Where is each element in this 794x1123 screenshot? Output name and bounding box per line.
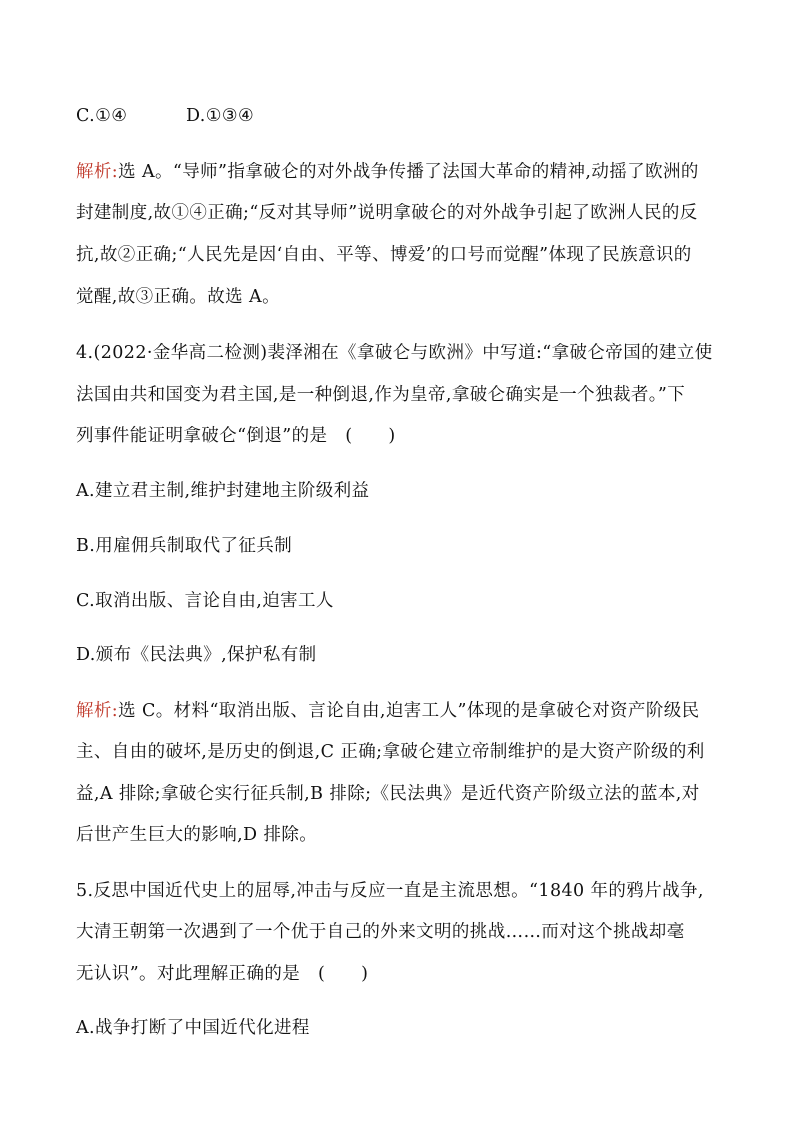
q3-analysis-line-4: 觉醒,故③正确。故选 A。 bbox=[76, 287, 280, 307]
q3-option-c: C.①④ bbox=[76, 106, 128, 126]
q3-analysis-text-1: 选 A。“导师”指拿破仑的对外战争传播了法国大革命的精神,动摇了欧洲的 bbox=[118, 162, 699, 182]
analysis-label: 解析: bbox=[76, 701, 119, 721]
q3-option-d: D.①③④ bbox=[186, 106, 255, 126]
q5-stem-line-2: 大清王朝第一次遇到了一个优于自己的外来文明的挑战……而对这个挑战却毫 bbox=[76, 922, 685, 942]
q3-analysis-line-1 bbox=[76, 160, 699, 184]
q5-stem-line-3: 无认识”。对此理解正确的是 ( ) bbox=[76, 964, 369, 984]
q4-analysis-line-2: 主、自由的破坏,是历史的倒退,C 正确;拿破仑建立帝制维护的是大资产阶级的利 bbox=[76, 742, 705, 762]
q3-analysis-line-2: 封建制度,故①④正确;“反对其导师”说明拿破仑的对外战争引起了欧洲人民的反 bbox=[76, 203, 698, 223]
q4-analysis-line-4: 后世产生巨大的影响,D 排除。 bbox=[76, 825, 318, 845]
q5-option-a: A.战争打断了中国近代化进程 bbox=[76, 1018, 310, 1038]
q4-stem-line-2: 法国由共和国变为君主国,是一种倒退,作为皇帝,拿破仑确实是一个独裁者。”下 bbox=[76, 385, 686, 405]
q4-analysis-text-1: 选 C。材料“取消出版、言论自由,迫害工人”体现的是拿破仑对资产阶级民 bbox=[118, 701, 700, 721]
q5-stem-line-1: 5.反思中国近代史上的屈辱,冲击与反应一直是主流思想。“1840 年的鸦片战争, bbox=[76, 881, 704, 901]
q4-analysis-line-1 bbox=[76, 699, 700, 723]
q4-stem-line-1: 4.(2022·金华高二检测)裴泽湘在《拿破仑与欧洲》中写道:“拿破仑帝国的建立使 bbox=[76, 343, 713, 363]
q3-options-row bbox=[76, 104, 255, 128]
analysis-label: 解析: bbox=[76, 162, 119, 182]
q4-option-d: D.颁布《民法典》,保护私有制 bbox=[76, 645, 317, 665]
q4-option-c: C.取消出版、言论自由,迫害工人 bbox=[76, 591, 334, 611]
q3-analysis-line-3: 抗,故②正确;“人民先是因‘自由、平等、博爱’的口号而觉醒”体现了民族意识的 bbox=[76, 245, 692, 265]
q4-option-a: A.建立君主制,维护封建地主阶级利益 bbox=[76, 481, 370, 501]
q4-stem-line-3: 列事件能证明拿破仑“倒退”的是 ( ) bbox=[76, 426, 396, 446]
q4-option-b: B.用雇佣兵制取代了征兵制 bbox=[76, 536, 293, 556]
q4-analysis-line-3: 益,A 排除;拿破仑实行征兵制,B 排除;《民法典》是近代资产阶级立法的蓝本,对 bbox=[76, 784, 700, 804]
